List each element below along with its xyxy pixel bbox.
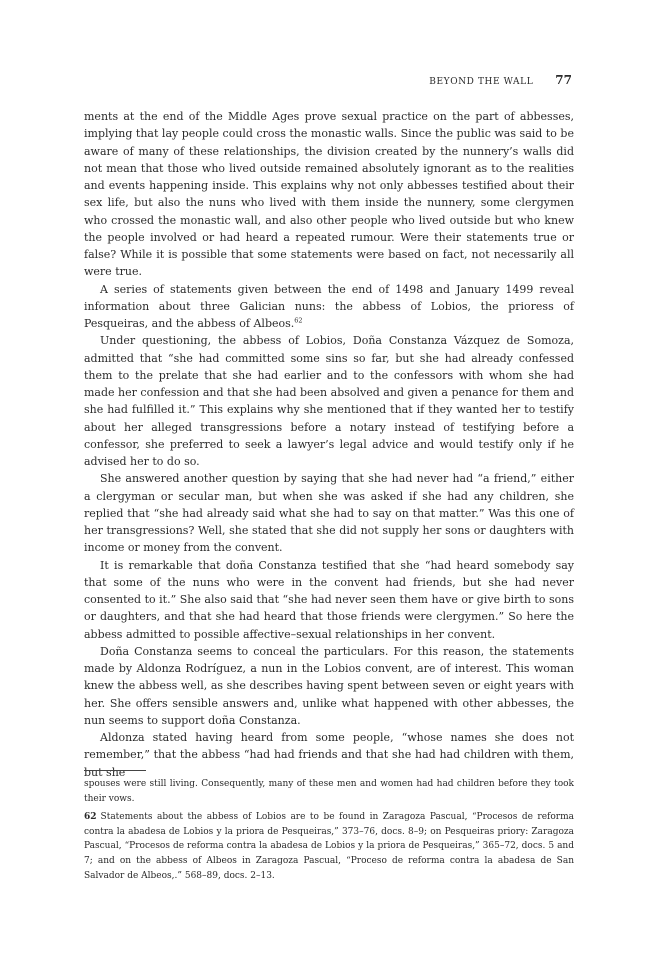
running-title: BEYOND THE WALL: [429, 77, 534, 87]
footnote-62: [84, 810, 574, 883]
paragraph: Aldonza stated having heard from some people, “whose names she does not remember,” that the abbess “had had friends and that she had had children with them, but she: [84, 731, 574, 779]
paragraph: ments at the end of the Middle Ages prove sexual practice on the part of abbesses, implying that lay people could cross the monastic walls. Since the public was said to be aware of many of these relationships, the division created by the nunnery’s walls did not mean that those who lived outside remained absolutely ignorant as to the realities and events happening inside. This explains why not only abbesses testified about their sex life, but also the nuns who lived with them inside the nunnery, some clergymen who crossed the monastic wall, and also other people who lived outside but who knew the people involved or had heard a repeated rumour. Were their statements true or false? While it is possible that some statements were based on fact, not necessarily all were true.: [84, 110, 574, 279]
paragraph: Doña Constanza seems to conceal the particulars. For this reason, the statements made by Aldonza Rodríguez, a nun in the Lobios convent, are of interest. This woman knew the abbess well, as she describes having spent between seven or eight years with her. She offers sensible answers and, unlike what happened with other abbesses, the nun seems to support doña Constanza.: [84, 644, 574, 727]
main-text: [84, 108, 574, 781]
paragraph-text: A series of statements given between the end of 1498 and January 1499 reveal information about three Galician nuns: the abbess of Lobios, the prioress of Pesqueiras, and the abbess of Albeos.: [84, 282, 574, 330]
footnote-text: Statements about the abbess of Lobios are to be found in Zaragoza Pascual, “Procesos de reforma contra la abadesa de Lobios y la priora de Pesqueiras,” 373–76, docs. 8–9; on Pesqueiras priory: Zaragoza Pascual, “Procesos de reforma contra la abadesa de Lobios y la priora de Pesqueiras,” 365–72, docs. 5 and 7; and on the abbess of Albeos in Zaragoza Pascual, “Proceso de reforma contra la abadesa de San Salvador de Albeos,.” 568–89, docs. 2–13.: [84, 812, 574, 881]
footnote-number: 62: [84, 812, 97, 823]
footnote-continued: spouses were still living. Consequently, many of these men and women had had children before they took their vows.: [84, 779, 574, 804]
footnotes: [84, 777, 574, 883]
paragraph: It is remarkable that doña Constanza testified that she “had heard somebody say that some of the nuns who were in the convent had friends, but she had never consented to it.” She also said that “she had never seen them have or give birth to sons or daughters, and that she had heard that those friends were clergymen.” So here the abbess admitted to possible affective–sexual relationships in her convent.: [84, 558, 574, 641]
paragraph: [84, 281, 574, 333]
paragraph: Under questioning, the abbess of Lobios, Doña Constanza Vázquez de Somoza, admitted that “she had committed some sins so far, but she had already confessed them to the prelate that she had earlier and to the confessors with whom she had made her confession and that she had been absolved and given a penance for them and she had fulfilled it.” This explains why she mentioned that if they wanted her to testify about her alleged transgressions before a notary instead of testifying before a confessor, she preferred to seek a lawyer’s legal advice and would testify only if he advised her to do so.: [84, 334, 574, 468]
running-head: [84, 73, 572, 87]
footnote-divider: [84, 770, 146, 771]
paragraph: She answered another question by saying that she had never had “a friend,” either a clergyman or secular man, but when she was asked if she had any children, she replied that “she had already said what she had to say on that matter.” Was this one of her transgressions? Well, she stated that she did not supply her sons or daughters with income or money from the convent.: [84, 472, 574, 555]
footnote-reference[interactable]: 62: [294, 316, 303, 325]
page-number: 77: [555, 73, 572, 87]
